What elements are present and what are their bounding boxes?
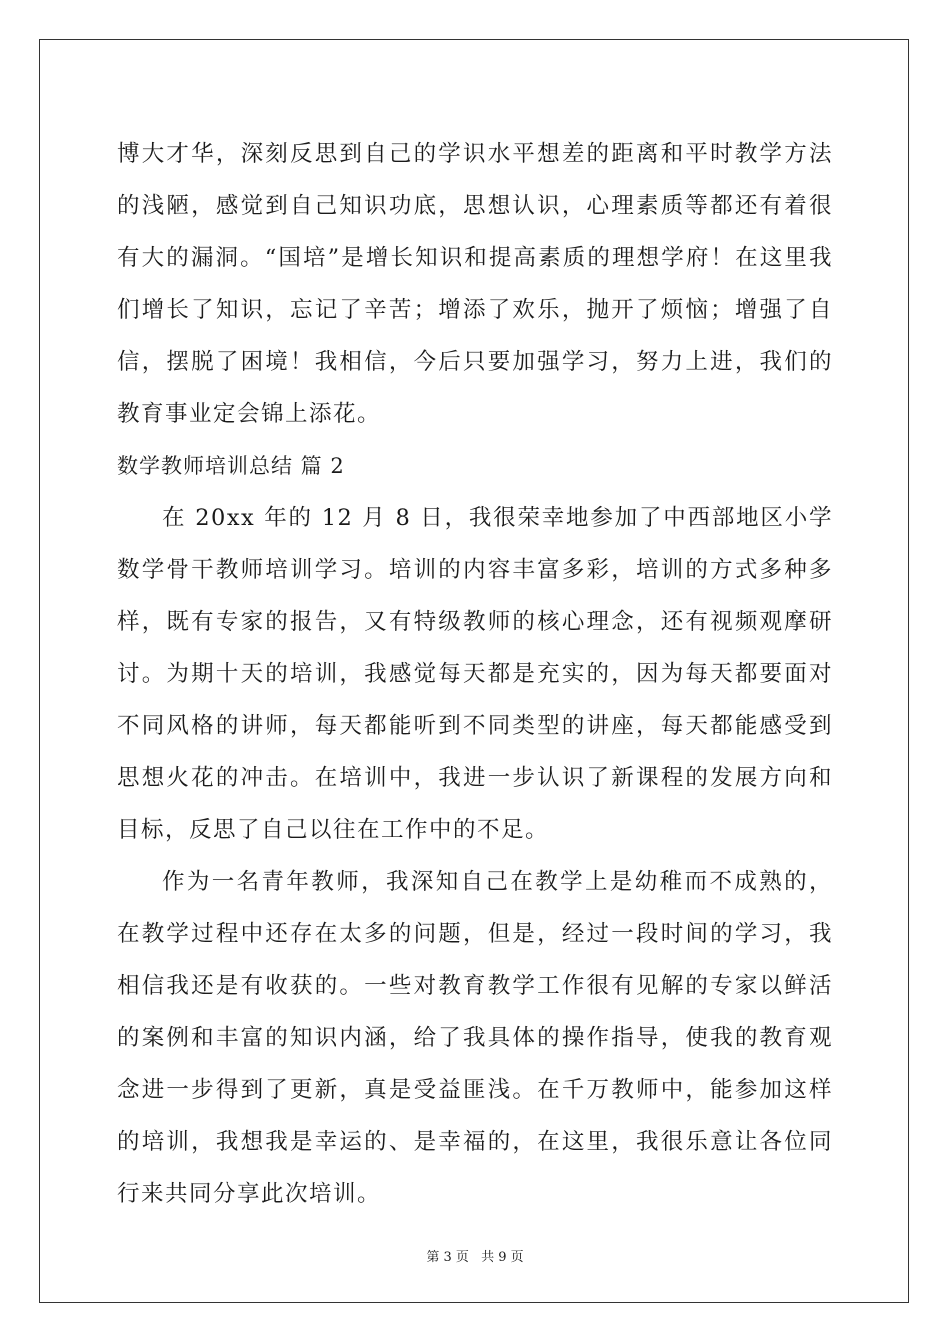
paragraph-2: 作为一名青年教师，我深知自己在教学上是幼稚而不成熟的，在教学过程中还存在太多的问题，但是，经过一段时间的学习，我相信我还是有收获的。一些对教育教学工作很有见解的专家以鲜活的案例和丰富的知识内涵，给了我具体的操作指导，使我的教育观念进一步得到了更新，真是受益匪浅。在千万教师中，能参加这样的培训，我想我是幸运的、是幸福的，在这里，我很乐意让各位同行来共同分享此次培训。 [117, 869, 833, 1207]
section-heading: 数学教师培训总结 篇 2 [117, 454, 345, 478]
document-body [117, 128, 833, 1220]
paragraph-1: 在 20xx 年的 12 月 8 日，我很荣幸地参加了中西部地区小学数学骨干教师培训学习。培训的内容丰富多彩，培训的方式多种多样，既有专家的报告，又有特级教师的核心理念，还有视频观摩研讨。为期十天的培训，我感觉每天都是充实的，因为每天都要面对不同风格的讲师，每天都能听到不同类型的讲座，每天都能感受到思想火花的冲击。在培训中，我进一步认识了新课程的发展方向和目标，反思了自己以往在工作中的不足。 [117, 505, 833, 843]
page-number-current: 第 3 页 [426, 1250, 469, 1265]
paragraph-continuation: 博大才华，深刻反思到自己的学识水平想差的距离和平时教学方法的浅陋，感觉到自己知识功底，思想认识，心理素质等都还有着很有大的漏洞。“国培”是增长知识和提高素质的理想学府！在这里我们增长了知识，忘记了辛苦；增添了欢乐，抛开了烦恼；增强了自信，摆脱了困境！我相信，今后只要加强学习，努力上进，我们的教育事业定会锦上添花。 [117, 141, 833, 427]
page-footer [0, 1246, 950, 1265]
page-number-total: 共 9 页 [481, 1250, 524, 1265]
